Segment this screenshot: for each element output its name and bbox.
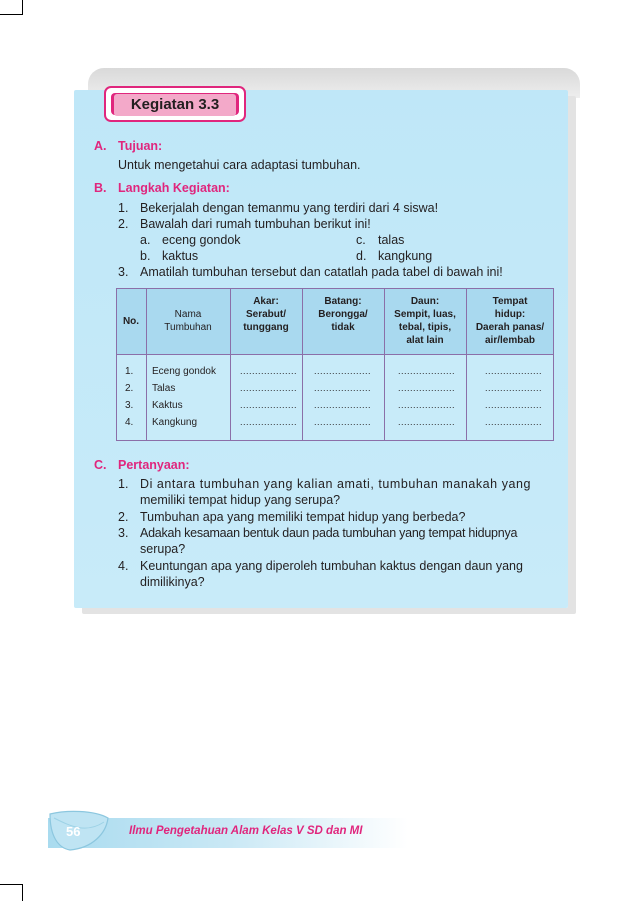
header-line: Akar: [253,296,279,307]
plant-letter: a. [140,233,151,247]
plant-b [140,249,198,263]
header-line: tunggang [243,322,289,333]
plant-name: talas [378,233,405,247]
activity-tab [104,86,246,122]
crop-mark-top-left-v [22,0,23,15]
blank-cell: ................... [398,400,456,410]
blank-cell: ................... [485,366,543,376]
step-2 [118,217,371,231]
header-nama [146,308,230,334]
table-row-2-name: Talas [152,383,176,394]
header-tempat [466,295,554,347]
page-number: 56 [66,824,81,839]
plant-name: kaktus [162,249,199,263]
step-number: 2. [118,217,129,231]
blank-cell: ................... [398,417,456,427]
section-a-title: Tujuan: [118,139,163,153]
header-line: air/lembab [484,335,536,346]
question-text: Adakah kesamaan bentuk daun pada tumbuhan yang tempat hidupnya [140,526,518,540]
plant-c [356,233,404,247]
section-b-heading [94,181,230,195]
step-text: Bekerjalah dengan temanmu yang terdiri dari 4 siswa! [140,201,439,215]
header-line: Serabut/ [245,309,286,320]
header-daun [384,295,466,347]
table-border-top [116,288,554,289]
header-line: Tempat [492,296,528,307]
plant-letter: d. [356,249,367,263]
blank-cell: ................... [398,366,456,376]
header-line: tebal, tipis, [398,322,452,333]
blank-cell: ................... [314,417,372,427]
crop-mark-bottom-left-v [22,884,23,901]
plant-a [140,233,241,247]
question-number: 2. [118,510,129,524]
table-row-4-no: 4. [125,417,134,428]
section-c-letter: C. [94,458,107,472]
plant-letter: b. [140,249,151,263]
plant-name: kangkung [378,249,433,263]
step-number: 1. [118,201,129,215]
header-line: alat lain [406,335,444,346]
blank-cell: ................... [398,383,456,393]
section-c-title: Pertanyaan: [118,458,190,472]
activity-tab-label: Kegiatan 3.3 [114,94,236,116]
table-header-divider [116,354,554,355]
header-line: Tumbuhan [164,322,212,333]
section-c-heading [94,458,190,472]
header-line: Nama [174,309,202,320]
header-line: Daerah panas/ [475,322,545,333]
blank-cell: ................... [485,417,543,427]
question-1-cont: memiliki tempat hidup yang serupa? [140,493,341,507]
plant-letter: c. [356,233,366,247]
table-row-2-no: 2. [125,383,134,394]
header-line: hidup: [494,309,526,320]
question-3 [118,526,517,540]
blank-cell: ................... [314,383,372,393]
blank-cell: ................... [240,417,298,427]
blank-cell: ................... [485,400,543,410]
step-text: Bawalah dari rumah tumbuhan berikut ini! [140,217,371,231]
section-a-heading [94,139,162,153]
question-number: 1. [118,477,129,491]
plant-name: eceng gondok [162,233,241,247]
observation-table [116,288,554,441]
crop-mark-top-left-h [0,14,22,15]
blank-cell: ................... [314,366,372,376]
step-text: Amatilah tumbuhan tersebut dan catatlah pada tabel di bawah ini! [140,265,503,279]
table-row-1-no: 1. [125,366,134,377]
table-row-4-name: Kangkung [152,417,198,428]
header-batang [302,295,384,334]
question-1 [118,477,531,491]
book-title: Ilmu Pengetahuan Alam Kelas V SD dan MI [129,825,363,837]
section-a-text: Untuk mengetahui cara adaptasi tumbuhan. [118,158,361,172]
question-number: 3. [118,526,129,540]
blank-cell: ................... [485,383,543,393]
table-row-1-name: Eceng gondok [152,366,216,377]
blank-cell: ................... [240,383,298,393]
header-line: tidak [331,322,355,333]
header-line: Daun: [410,296,440,307]
crop-mark-bottom-left-h [0,884,22,885]
header-akar [230,295,302,334]
table-row-3-name: Kaktus [152,400,183,411]
question-number: 4. [118,559,129,573]
blank-cell: ................... [240,366,298,376]
table-border-bottom [116,440,554,441]
table-border-left [116,288,117,441]
question-2 [118,510,465,524]
header-line: Batang: [324,296,362,307]
section-b-title: Langkah Kegiatan: [118,181,230,195]
header-no: No. [122,316,140,327]
section-b-letter: B. [94,181,107,195]
blank-cell: ................... [314,400,372,410]
step-number: 3. [118,265,129,279]
step-1 [118,201,438,215]
plant-d [356,249,432,263]
step-3 [118,265,503,279]
question-3-cont: serupa? [140,542,186,556]
section-a-letter: A. [94,139,107,153]
question-4 [118,559,523,573]
header-line: Berongga/ [318,309,368,320]
question-4-cont: dimilikinya? [140,575,205,589]
question-text: Tumbuhan apa yang memiliki tempat hidup yang berbeda? [140,510,466,524]
header-line: Sempit, luas, [394,309,456,320]
question-text: Keuntungan apa yang diperoleh tumbuhan kaktus dengan daun yang [140,559,523,573]
table-row-3-no: 3. [125,400,134,411]
blank-cell: ................... [240,400,298,410]
question-text: Di antara tumbuhan yang kalian amati, tumbuhan manakah yang [140,477,532,491]
